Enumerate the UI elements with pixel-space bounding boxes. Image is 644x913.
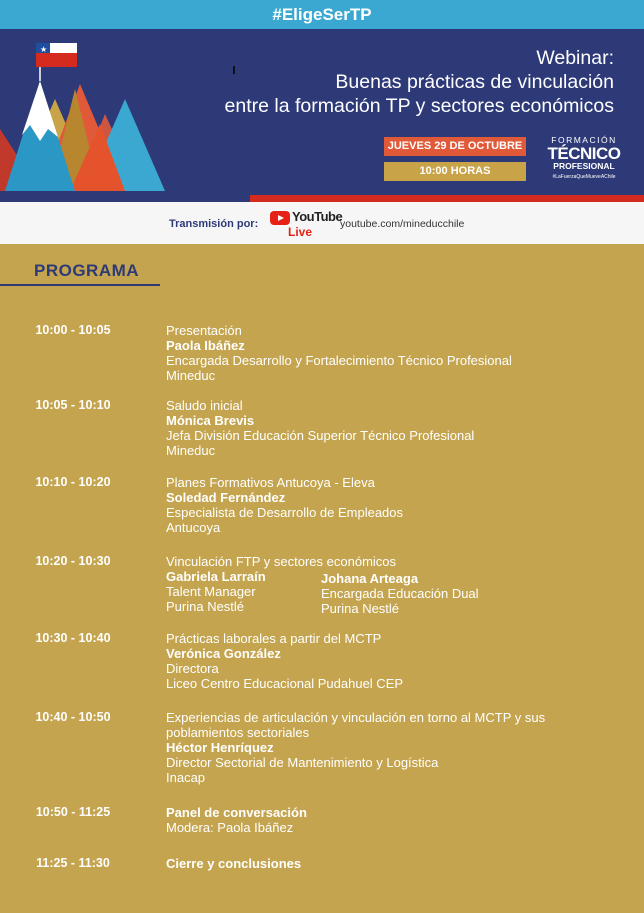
youtube-play-icon <box>270 211 290 225</box>
speaker-name: Paola Ibáñez <box>166 338 245 353</box>
youtube-live-label: Live <box>288 225 313 239</box>
schedule-time: 10:20 - 10:30 <box>35 554 111 568</box>
hero-banner <box>0 29 644 195</box>
speaker-name: Verónica González <box>166 646 281 661</box>
speaker-org: Inacap <box>166 770 206 785</box>
schedule-time: 10:05 - 10:10 <box>35 398 111 412</box>
time-badge: 10:00 HORAS <box>384 162 526 181</box>
schedule-body <box>166 805 596 835</box>
webinar-label: Webinar: <box>536 47 614 69</box>
speaker-role: Especialista de Desarrollo de Empleados <box>166 505 404 520</box>
brand-line1: FORMACIÓN <box>551 135 617 145</box>
hashtag-banner: #EligeSerTP <box>0 0 644 29</box>
speaker-org: Antucoya <box>166 520 221 535</box>
brand-line2: TÉCNICO <box>547 144 621 163</box>
session-title: Vinculación FTP y sectores económicos <box>166 554 397 569</box>
speaker-b-role: Encargada Educación Dual <box>321 586 479 601</box>
speaker-org: Liceo Centro Educacional Pudahuel CEP <box>166 676 404 691</box>
speaker-b-column <box>321 571 479 616</box>
speaker-name: Héctor Henríquez <box>166 740 274 755</box>
broadcast-bar <box>0 202 644 244</box>
date-badge: JUEVES 29 DE OCTUBRE <box>384 137 526 156</box>
schedule-body <box>166 631 596 691</box>
session-detail: Modera: Paola Ibáñez <box>166 820 294 835</box>
session-title: Panel de conversación <box>166 805 307 820</box>
schedule-body <box>166 398 596 458</box>
schedule-time: 11:25 - 11:30 <box>36 856 110 870</box>
session-title: Presentación <box>166 323 242 338</box>
schedule-body <box>166 856 596 871</box>
session-title: Planes Formativos Antucoya - Eleva <box>166 475 375 490</box>
speaker-b-name: Johana Arteaga <box>321 571 419 586</box>
youtube-wordmark: YouTube <box>292 209 343 224</box>
speaker-a-role: Talent Manager <box>166 584 256 599</box>
speaker-org: Mineduc <box>166 443 216 458</box>
speaker-role: Directora <box>166 661 219 676</box>
brand-line3: PROFESIONAL <box>553 161 615 171</box>
speaker-role: Director Sectorial de Mantenimiento y Logística <box>166 755 439 770</box>
session-title: Experiencias de articulación y vinculación en torno al MCTP y sus poblamientos sectoriales <box>166 710 546 740</box>
speaker-b-org: Purina Nestlé <box>321 601 400 616</box>
speaker-role: Encargada Desarrollo y Fortalecimiento Técnico Profesional <box>166 353 512 368</box>
session-title: Prácticas laborales a partir del MCTP <box>166 631 382 646</box>
schedule-time: 10:30 - 10:40 <box>35 631 111 645</box>
brand-logo <box>546 135 622 181</box>
speaker-a-name: Gabriela Larraín <box>166 569 266 584</box>
session-title: Cierre y conclusiones <box>166 856 302 871</box>
youtube-url-link[interactable]: youtube.com/mineducchile <box>340 218 465 230</box>
flag-stripe-blue <box>0 195 250 202</box>
session-title: Saludo inicial <box>166 398 243 413</box>
flag-stripe-red <box>250 195 644 202</box>
brand-tagline: #LaFuerzaQueMueveAChile <box>552 174 616 180</box>
speaker-org: Mineduc <box>166 368 216 383</box>
speaker-name: Mónica Brevis <box>166 413 255 428</box>
schedule-time: 10:00 - 10:05 <box>35 323 111 337</box>
programa-heading: PROGRAMA <box>34 261 140 280</box>
schedule-time: 10:40 - 10:50 <box>35 710 111 724</box>
schedule-time: 10:50 - 11:25 <box>35 805 111 819</box>
schedule-body <box>166 475 596 535</box>
webinar-title <box>154 46 614 118</box>
speaker-name: Soledad Fernández <box>166 490 286 505</box>
speaker-a-org: Purina Nestlé <box>166 599 245 614</box>
programa-underline <box>0 284 160 286</box>
schedule-body <box>166 710 596 785</box>
schedule-body <box>166 323 596 383</box>
speaker-role: Jefa División Educación Superior Técnico Profesional <box>166 428 475 443</box>
svg-text:★: ★ <box>40 45 48 54</box>
webinar-title-line1: Buenas prácticas de vinculación <box>335 71 614 93</box>
broadcast-label: Transmisión por: <box>169 218 259 230</box>
webinar-title-line2: entre la formación TP y sectores económicos <box>224 95 614 117</box>
schedule-time: 10:10 - 10:20 <box>35 475 111 489</box>
